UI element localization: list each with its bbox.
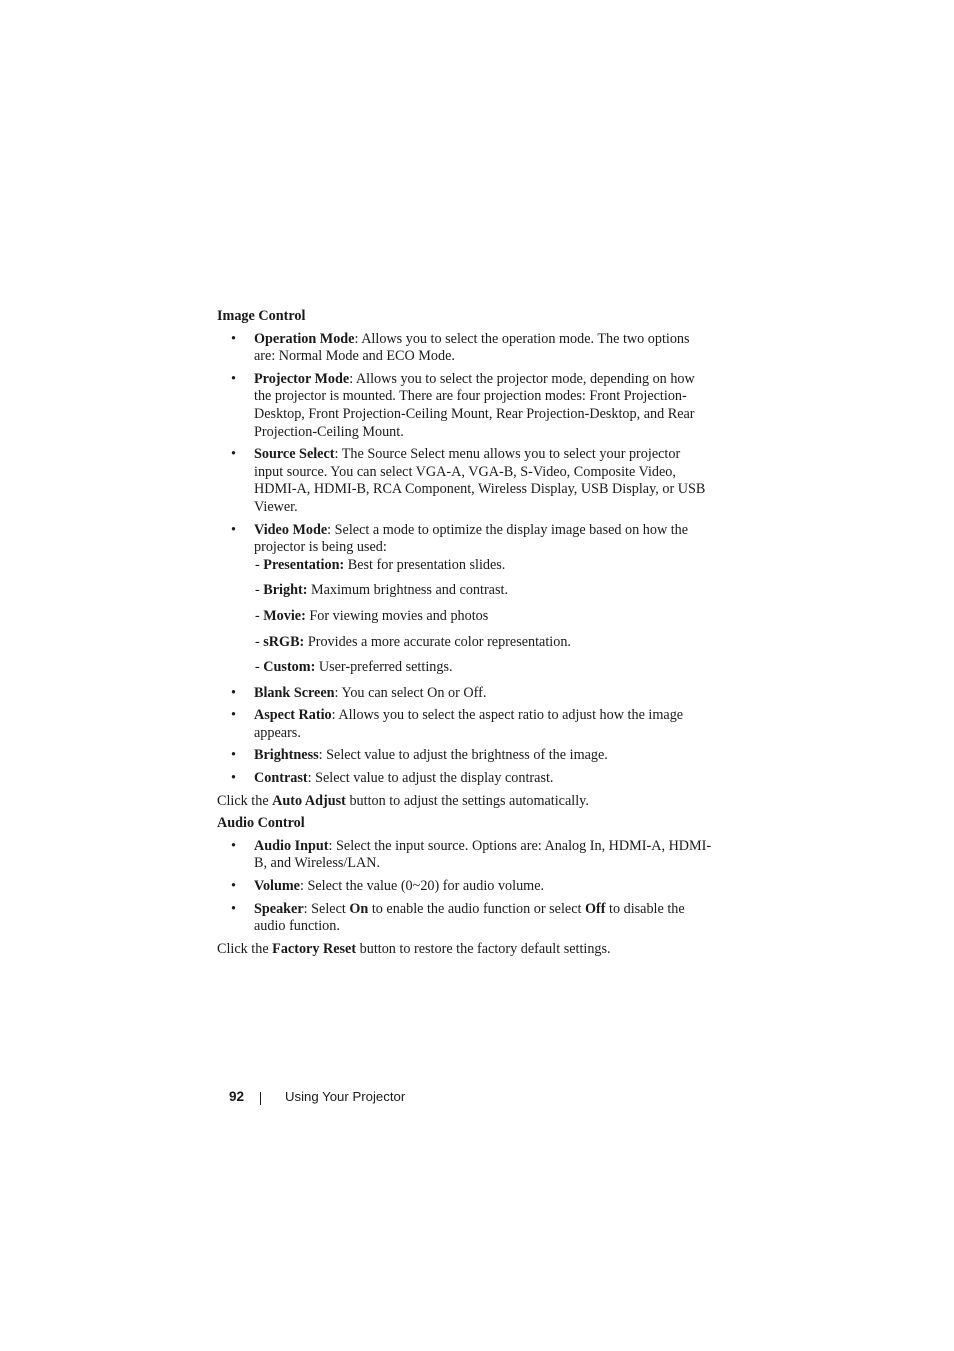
- list-item-source-select: [217, 446, 712, 516]
- description: : Allows you to select the projector mode, depending on how the projector is mounted. There are four projection modes: Front Projection-Desktop, Front Projection-Ceiling Mount, Rear Projection-Desktop, and Rear Projection-Ceiling Mount.: [254, 370, 695, 440]
- term: Source Select: [254, 446, 335, 463]
- term: Volume: [254, 878, 300, 895]
- video-mode-movie: - Movie: For viewing movies and photos: [255, 607, 489, 624]
- page-content: [217, 308, 712, 963]
- term: Aspect Ratio: [254, 707, 332, 724]
- video-mode-srgb: - sRGB: Provides a more accurate color representation.: [255, 633, 571, 650]
- term: Audio Input: [254, 837, 329, 854]
- factory-reset-paragraph: Click the Factory Reset button to restore the factory default settings.: [217, 940, 611, 957]
- video-mode-presentation: - Presentation: Best for presentation slides.: [255, 556, 506, 573]
- list-item-operation-mode: [217, 331, 712, 366]
- list-item-blank-screen: [217, 685, 712, 703]
- list-item-audio-input: [217, 838, 712, 873]
- description: : Select the value (0~20) for audio volume.: [299, 878, 545, 895]
- list-item-projector-mode: [217, 371, 712, 441]
- description: : Allows you to select the operation mode. The two options are: Normal Mode and ECO Mode.: [254, 330, 690, 365]
- description: : Allows you to select the aspect ratio to adjust how the image appears.: [254, 707, 684, 741]
- term: Projector Mode: [254, 370, 350, 387]
- term: Contrast: [254, 770, 308, 787]
- term: Blank Screen: [254, 684, 335, 701]
- description: : Select value to adjust the brightness of the image.: [318, 747, 608, 764]
- footer-divider: [260, 1092, 261, 1105]
- description: : Select value to adjust the display contrast.: [307, 770, 554, 787]
- list-item-brightness: [217, 747, 712, 765]
- video-mode-custom: - Custom: User-preferred settings.: [255, 659, 453, 676]
- image-control-list: [217, 331, 712, 788]
- term: Video Mode: [254, 521, 328, 538]
- audio-control-list: [217, 838, 712, 936]
- auto-adjust-paragraph: Click the Auto Adjust button to adjust the settings automatically.: [217, 792, 589, 809]
- list-item-contrast: [217, 770, 712, 788]
- list-item-aspect-ratio: [217, 707, 712, 742]
- term: Speaker: [254, 900, 304, 917]
- section-heading-image-control: Image Control: [217, 308, 306, 324]
- description: : The Source Select menu allows you to select your projector input source. You can select VGA-A, VGA-B, S-Video, Composite Video, HDMI-A, HDMI-B, RCA Component, Wireless Display, USB Display, or USB Viewer.: [254, 446, 706, 515]
- list-item-video-mode: [217, 522, 712, 677]
- page-number: 92: [229, 1089, 245, 1104]
- list-item-speaker: • Speaker: Select On to enable the audio function or select Off to disable the audio function.: [217, 901, 712, 936]
- list-item-volume: [217, 878, 712, 896]
- section-heading-audio-control: Audio Control: [217, 815, 305, 832]
- description: : Select the input source. Options are: Analog In, HDMI-A, HDMI-B, and Wireless/LAN.: [254, 837, 712, 872]
- term: Operation Mode: [254, 330, 355, 347]
- term: Brightness: [254, 747, 319, 764]
- page-footer: [229, 1088, 405, 1106]
- video-mode-bright: - Bright: Maximum brightness and contrast.: [255, 582, 508, 599]
- description: : You can select On or Off.: [334, 684, 487, 701]
- chapter-title: Using Your Projector: [285, 1089, 406, 1104]
- description: : Select a mode to optimize the display image based on how the projector is being used:: [254, 521, 689, 556]
